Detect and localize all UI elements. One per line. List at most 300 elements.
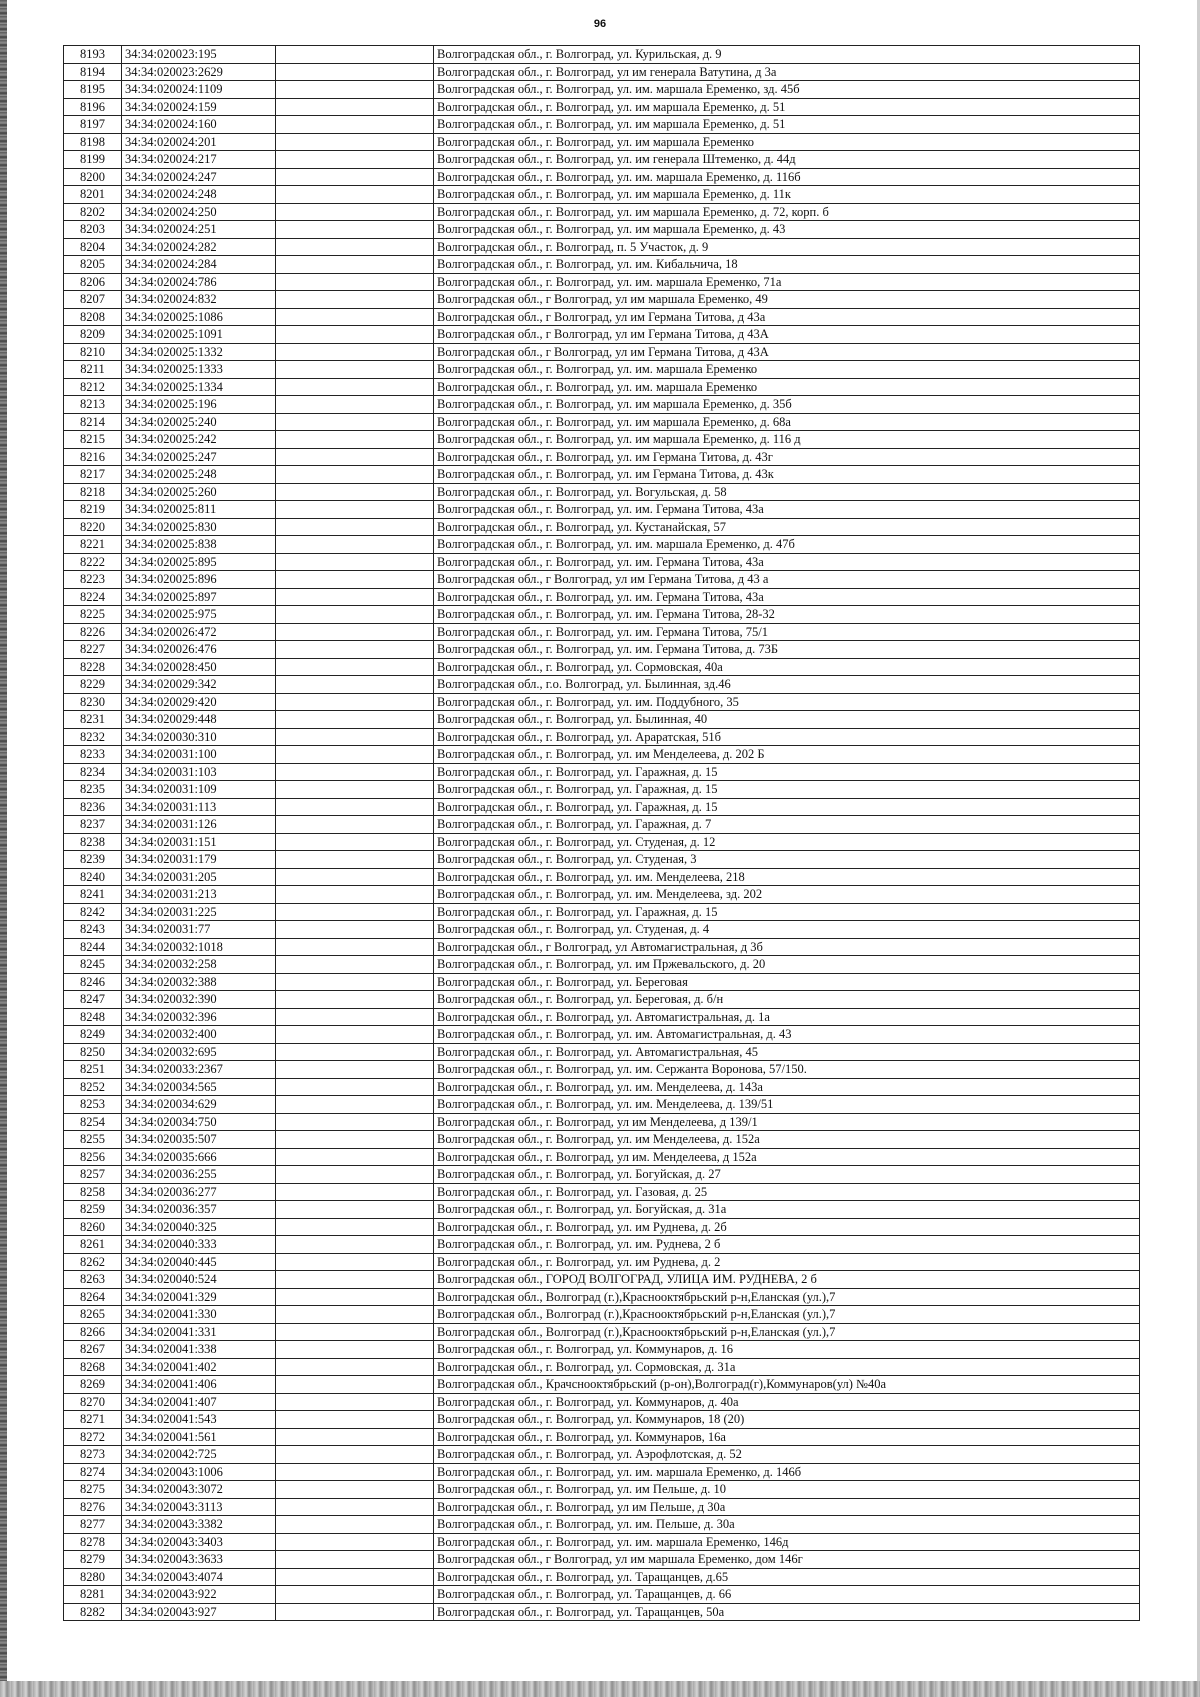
address-cell: Волгоградская обл., г. Волгоград, ул. Араратская, 51б xyxy=(434,728,1140,746)
cadastral-number-cell: 34:34:020032:396 xyxy=(122,1008,276,1026)
cadastral-number-cell: 34:34:020042:725 xyxy=(122,1446,276,1464)
cadastral-number-cell: 34:34:020025:242 xyxy=(122,431,276,449)
address-cell: Волгоградская обл., г. Волгоград, ул. Гаражная, д. 15 xyxy=(434,763,1140,781)
address-cell: Волгоградская обл., г. Волгоград, ул. Сормовская, д. 31а xyxy=(434,1358,1140,1376)
empty-cell xyxy=(276,816,434,834)
empty-cell xyxy=(276,413,434,431)
row-number-cell: 8269 xyxy=(64,1376,122,1394)
table-row xyxy=(64,1271,1140,1289)
address-cell: Волгоградская обл., г. Волгоград, ул. им. Германа Титова, 43а xyxy=(434,553,1140,571)
cadastral-number-cell: 34:34:020026:472 xyxy=(122,623,276,641)
row-number-cell: 8213 xyxy=(64,396,122,414)
empty-cell xyxy=(276,168,434,186)
address-cell: Волгоградская обл., г Волгоград, ул им Германа Титова, д 43 а xyxy=(434,571,1140,589)
empty-cell xyxy=(276,606,434,624)
empty-cell xyxy=(276,623,434,641)
address-cell: Волгоградская обл., г. Волгоград, ул. им. маршала Еременко, д. 47б xyxy=(434,536,1140,554)
row-number-cell: 8222 xyxy=(64,553,122,571)
address-cell: Волгоградская обл., г Волгоград, ул им Германа Титова, д 43а xyxy=(434,308,1140,326)
table-row xyxy=(64,221,1140,239)
cadastral-number-cell: 34:34:020041:331 xyxy=(122,1323,276,1341)
table-row xyxy=(64,921,1140,939)
empty-cell xyxy=(276,186,434,204)
table-row xyxy=(64,1341,1140,1359)
empty-cell xyxy=(276,1096,434,1114)
table-row xyxy=(64,571,1140,589)
row-number-cell: 8250 xyxy=(64,1043,122,1061)
cadastral-number-cell: 34:34:020024:159 xyxy=(122,98,276,116)
empty-cell xyxy=(276,956,434,974)
cadastral-number-cell: 34:34:020025:896 xyxy=(122,571,276,589)
row-number-cell: 8211 xyxy=(64,361,122,379)
empty-cell xyxy=(276,343,434,361)
cadastral-number-cell: 34:34:020024:201 xyxy=(122,133,276,151)
empty-cell xyxy=(276,1533,434,1551)
empty-cell xyxy=(276,378,434,396)
table-row xyxy=(64,991,1140,1009)
row-number-cell: 8237 xyxy=(64,816,122,834)
address-cell: Волгоградская обл., г Волгоград, ул им Германа Титова, д 43А xyxy=(434,343,1140,361)
empty-cell xyxy=(276,308,434,326)
cadastral-number-cell: 34:34:020028:450 xyxy=(122,658,276,676)
table-row xyxy=(64,763,1140,781)
empty-cell xyxy=(276,693,434,711)
empty-cell xyxy=(276,781,434,799)
empty-cell xyxy=(276,1061,434,1079)
row-number-cell: 8207 xyxy=(64,291,122,309)
cadastral-number-cell: 34:34:020024:832 xyxy=(122,291,276,309)
address-cell: Волгоградская обл., г. Волгоград, ул. им. Сержанта Воронова, 57/150. xyxy=(434,1061,1140,1079)
address-cell: Волгоградская обл., г. Волгоград, ул. Автомагистральная, 45 xyxy=(434,1043,1140,1061)
address-cell: Волгоградская обл., г. Волгоград, ул. Коммунаров, 18 (20) xyxy=(434,1411,1140,1429)
scan-edge-bottom xyxy=(0,1681,1200,1697)
table-row xyxy=(64,1026,1140,1044)
address-cell: Волгоградская обл., г. Волгоград, ул. им. Поддубного, 35 xyxy=(434,693,1140,711)
empty-cell xyxy=(276,431,434,449)
table-row xyxy=(64,833,1140,851)
cadastral-number-cell: 34:34:020034:750 xyxy=(122,1113,276,1131)
table-row xyxy=(64,1043,1140,1061)
address-cell: Волгоградская обл., г. Волгоград, ул. Газовая, д. 25 xyxy=(434,1183,1140,1201)
empty-cell xyxy=(276,291,434,309)
cadastral-number-cell: 34:34:020025:1333 xyxy=(122,361,276,379)
row-number-cell: 8195 xyxy=(64,81,122,99)
empty-cell xyxy=(276,501,434,519)
row-number-cell: 8273 xyxy=(64,1446,122,1464)
row-number-cell: 8235 xyxy=(64,781,122,799)
row-number-cell: 8220 xyxy=(64,518,122,536)
address-cell: Волгоградская обл., г. Волгоград, ул. им. Менделеева, 218 xyxy=(434,868,1140,886)
table-row xyxy=(64,1603,1140,1621)
empty-cell xyxy=(276,116,434,134)
table-row xyxy=(64,1183,1140,1201)
cadastral-number-cell: 34:34:020036:255 xyxy=(122,1166,276,1184)
address-cell: Волгоградская обл., г. Волгоград, ул. Гаражная, д. 15 xyxy=(434,798,1140,816)
row-number-cell: 8247 xyxy=(64,991,122,1009)
table-row xyxy=(64,886,1140,904)
empty-cell xyxy=(276,833,434,851)
cadastral-number-cell: 34:34:020031:113 xyxy=(122,798,276,816)
cadastral-number-cell: 34:34:020043:4074 xyxy=(122,1568,276,1586)
cadastral-number-cell: 34:34:020032:390 xyxy=(122,991,276,1009)
register-body xyxy=(64,46,1140,1621)
table-row xyxy=(64,326,1140,344)
empty-cell xyxy=(276,1236,434,1254)
address-cell: Волгоградская обл., г. Волгоград, ул. Студеная, 3 xyxy=(434,851,1140,869)
row-number-cell: 8281 xyxy=(64,1586,122,1604)
row-number-cell: 8260 xyxy=(64,1218,122,1236)
table-row xyxy=(64,1481,1140,1499)
row-number-cell: 8210 xyxy=(64,343,122,361)
row-number-cell: 8214 xyxy=(64,413,122,431)
address-cell: Волгоградская обл., г. Волгоград, ул. Автомагистральная, д. 1а xyxy=(434,1008,1140,1026)
row-number-cell: 8253 xyxy=(64,1096,122,1114)
row-number-cell: 8225 xyxy=(64,606,122,624)
row-number-cell: 8267 xyxy=(64,1341,122,1359)
table-row xyxy=(64,1148,1140,1166)
table-row xyxy=(64,1078,1140,1096)
cadastral-number-cell: 34:34:020032:258 xyxy=(122,956,276,974)
cadastral-number-cell: 34:34:020024:1109 xyxy=(122,81,276,99)
empty-cell xyxy=(276,728,434,746)
cadastral-number-cell: 34:34:020024:786 xyxy=(122,273,276,291)
row-number-cell: 8205 xyxy=(64,256,122,274)
address-cell: Волгоградская обл., г. Волгоград, ул им генерала Ватутина, д 3а xyxy=(434,63,1140,81)
empty-cell xyxy=(276,273,434,291)
row-number-cell: 8258 xyxy=(64,1183,122,1201)
address-cell: Волгоградская обл., г. Волгоград, ул. им. Германа Титова, д. 73Б xyxy=(434,641,1140,659)
cadastral-number-cell: 34:34:020041:543 xyxy=(122,1411,276,1429)
table-row xyxy=(64,1096,1140,1114)
table-row xyxy=(64,606,1140,624)
address-cell: Волгоградская обл., г.о. Волгоград, ул. Былинная, зд.46 xyxy=(434,676,1140,694)
table-row xyxy=(64,728,1140,746)
cadastral-number-cell: 34:34:020041:561 xyxy=(122,1428,276,1446)
address-cell: Волгоградская обл., г. Волгоград, ул. Студеная, д. 4 xyxy=(434,921,1140,939)
cadastral-number-cell: 34:34:020041:329 xyxy=(122,1288,276,1306)
table-row xyxy=(64,133,1140,151)
empty-cell xyxy=(276,238,434,256)
row-number-cell: 8272 xyxy=(64,1428,122,1446)
row-number-cell: 8241 xyxy=(64,886,122,904)
row-number-cell: 8262 xyxy=(64,1253,122,1271)
cadastral-number-cell: 34:34:020031:109 xyxy=(122,781,276,799)
row-number-cell: 8230 xyxy=(64,693,122,711)
empty-cell xyxy=(276,1183,434,1201)
empty-cell xyxy=(276,938,434,956)
empty-cell xyxy=(276,1078,434,1096)
cadastral-number-cell: 34:34:020024:250 xyxy=(122,203,276,221)
empty-cell xyxy=(276,1166,434,1184)
empty-cell xyxy=(276,886,434,904)
empty-cell xyxy=(276,851,434,869)
table-row xyxy=(64,1551,1140,1569)
empty-cell xyxy=(276,676,434,694)
table-row xyxy=(64,431,1140,449)
address-cell: Волгоградская обл., г. Волгоград, ул им. Менделеева, д 152а xyxy=(434,1148,1140,1166)
address-cell: Волгоградская обл., г. Волгоград, ул. им маршала Еременко, д. 51 xyxy=(434,116,1140,134)
row-number-cell: 8201 xyxy=(64,186,122,204)
empty-cell xyxy=(276,868,434,886)
address-cell: Волгоградская обл., г. Волгоград, ул. Былинная, 40 xyxy=(434,711,1140,729)
table-row xyxy=(64,1131,1140,1149)
table-row xyxy=(64,396,1140,414)
cadastral-number-cell: 34:34:020025:247 xyxy=(122,448,276,466)
row-number-cell: 8232 xyxy=(64,728,122,746)
empty-cell xyxy=(276,1026,434,1044)
empty-cell xyxy=(276,518,434,536)
table-row xyxy=(64,711,1140,729)
cadastral-number-cell: 34:34:020031:225 xyxy=(122,903,276,921)
address-cell: Волгоградская обл., г. Волгоград, ул. им. Германа Титова, 43а xyxy=(434,588,1140,606)
row-number-cell: 8223 xyxy=(64,571,122,589)
table-row xyxy=(64,81,1140,99)
table-row xyxy=(64,1306,1140,1324)
empty-cell xyxy=(276,151,434,169)
cadastral-number-cell: 34:34:020040:325 xyxy=(122,1218,276,1236)
cadastral-number-cell: 34:34:020043:3633 xyxy=(122,1551,276,1569)
cadastral-number-cell: 34:34:020029:420 xyxy=(122,693,276,711)
empty-cell xyxy=(276,1498,434,1516)
empty-cell xyxy=(276,1306,434,1324)
scan-edge-left xyxy=(0,0,7,1697)
empty-cell xyxy=(276,133,434,151)
cadastral-number-cell: 34:34:020032:388 xyxy=(122,973,276,991)
cadastral-number-cell: 34:34:020041:338 xyxy=(122,1341,276,1359)
table-row xyxy=(64,588,1140,606)
row-number-cell: 8280 xyxy=(64,1568,122,1586)
row-number-cell: 8202 xyxy=(64,203,122,221)
cadastral-number-cell: 34:34:020040:445 xyxy=(122,1253,276,1271)
empty-cell xyxy=(276,658,434,676)
empty-cell xyxy=(276,1393,434,1411)
table-row xyxy=(64,273,1140,291)
table-row xyxy=(64,1533,1140,1551)
empty-cell xyxy=(276,553,434,571)
row-number-cell: 8252 xyxy=(64,1078,122,1096)
empty-cell xyxy=(276,256,434,274)
cadastral-number-cell: 34:34:020043:3113 xyxy=(122,1498,276,1516)
cadastral-number-cell: 34:34:020032:400 xyxy=(122,1026,276,1044)
address-cell: Волгоградская обл., г. Волгоград, ул. им. маршала Еременко, 71а xyxy=(434,273,1140,291)
table-row xyxy=(64,1201,1140,1219)
row-number-cell: 8254 xyxy=(64,1113,122,1131)
cadastral-number-cell: 34:34:020040:524 xyxy=(122,1271,276,1289)
row-number-cell: 8246 xyxy=(64,973,122,991)
empty-cell xyxy=(276,63,434,81)
empty-cell xyxy=(276,221,434,239)
cadastral-number-cell: 34:34:020041:402 xyxy=(122,1358,276,1376)
empty-cell xyxy=(276,466,434,484)
cadastral-number-cell: 34:34:020041:330 xyxy=(122,1306,276,1324)
empty-cell xyxy=(276,1568,434,1586)
cadastral-number-cell: 34:34:020031:126 xyxy=(122,816,276,834)
row-number-cell: 8203 xyxy=(64,221,122,239)
empty-cell xyxy=(276,1516,434,1534)
row-number-cell: 8221 xyxy=(64,536,122,554)
table-row xyxy=(64,868,1140,886)
address-cell: Волгоградская обл., г. Волгоград, ул. им. Германа Титова, 75/1 xyxy=(434,623,1140,641)
row-number-cell: 8257 xyxy=(64,1166,122,1184)
address-cell: Волгоградская обл., г. Волгоград, ул. им маршала Еременко, д. 72, корп. б xyxy=(434,203,1140,221)
row-number-cell: 8242 xyxy=(64,903,122,921)
row-number-cell: 8279 xyxy=(64,1551,122,1569)
empty-cell xyxy=(276,588,434,606)
table-row xyxy=(64,973,1140,991)
row-number-cell: 8259 xyxy=(64,1201,122,1219)
table-row xyxy=(64,466,1140,484)
address-cell: Волгоградская обл., г. Волгоград, ул. Таращанцев, д.65 xyxy=(434,1568,1140,1586)
cadastral-number-cell: 34:34:020036:357 xyxy=(122,1201,276,1219)
table-row xyxy=(64,1516,1140,1534)
table-row xyxy=(64,798,1140,816)
address-cell: Волгоградская обл., г. Волгоград, ул. Вогульская, д. 58 xyxy=(434,483,1140,501)
address-cell: Волгоградская обл., г. Волгоград, ул. им. Менделеева, зд. 202 xyxy=(434,886,1140,904)
address-cell: Волгоградская обл., Волгоград (г.),Краснооктябрьский р-н,Еланская (ул.),7 xyxy=(434,1323,1140,1341)
cadastral-number-cell: 34:34:020025:811 xyxy=(122,501,276,519)
address-cell: Волгоградская обл., г. Волгоград, ул. им Пржевальского, д. 20 xyxy=(434,956,1140,974)
cadastral-number-cell: 34:34:020033:2367 xyxy=(122,1061,276,1079)
row-number-cell: 8217 xyxy=(64,466,122,484)
empty-cell xyxy=(276,1428,434,1446)
address-cell: Волгоградская обл., г. Волгоград, ул. им. маршала Еременко, 146д xyxy=(434,1533,1140,1551)
address-cell: Волгоградская обл., г. Волгоград, ул. им маршала Еременко, д. 11к xyxy=(434,186,1140,204)
table-row xyxy=(64,816,1140,834)
empty-cell xyxy=(276,98,434,116)
address-cell: Волгоградская обл., г. Волгоград, ул. Гаражная, д. 15 xyxy=(434,903,1140,921)
empty-cell xyxy=(276,1551,434,1569)
cadastral-number-cell: 34:34:020025:895 xyxy=(122,553,276,571)
row-number-cell: 8255 xyxy=(64,1131,122,1149)
page-number: 96 xyxy=(593,18,607,30)
cadastral-number-cell: 34:34:020031:77 xyxy=(122,921,276,939)
table-row xyxy=(64,308,1140,326)
table-row xyxy=(64,378,1140,396)
address-cell: Волгоградская обл., г. Волгоград, ул. Коммунаров, д. 40а xyxy=(434,1393,1140,1411)
row-number-cell: 8212 xyxy=(64,378,122,396)
cadastral-number-cell: 34:34:020036:277 xyxy=(122,1183,276,1201)
table-row xyxy=(64,1253,1140,1271)
address-cell: Волгоградская обл., г. Волгоград, ул. им. маршала Еременко, д. 116б xyxy=(434,168,1140,186)
cadastral-number-cell: 34:34:020041:406 xyxy=(122,1376,276,1394)
cadastral-number-cell: 34:34:020043:927 xyxy=(122,1603,276,1621)
cadastral-number-cell: 34:34:020024:251 xyxy=(122,221,276,239)
address-cell: Волгоградская обл., г. Волгоград, ул. им маршала Еременко, д. 116 д xyxy=(434,431,1140,449)
row-number-cell: 8215 xyxy=(64,431,122,449)
address-cell: Волгоградская обл., г. Волгоград, ул. им. Руднева, 2 б xyxy=(434,1236,1140,1254)
row-number-cell: 8275 xyxy=(64,1481,122,1499)
empty-cell xyxy=(276,746,434,764)
address-cell: Волгоградская обл., Волгоград (г.),Краснооктябрьский р-н,Еланская (ул.),7 xyxy=(434,1306,1140,1324)
table-row xyxy=(64,1236,1140,1254)
address-cell: Волгоградская обл., г. Волгоград, ул. им Руднева, д. 2б xyxy=(434,1218,1140,1236)
address-cell: Волгоградская обл., г. Волгоград, ул. им. маршала Еременко, зд. 45б xyxy=(434,81,1140,99)
address-cell: Волгоградская обл., г. Волгоград, ул. им. Менделеева, д. 143а xyxy=(434,1078,1140,1096)
empty-cell xyxy=(276,81,434,99)
cadastral-number-cell: 34:34:020043:922 xyxy=(122,1586,276,1604)
cadastral-number-cell: 34:34:020043:3382 xyxy=(122,1516,276,1534)
empty-cell xyxy=(276,448,434,466)
cadastral-number-cell: 34:34:020024:217 xyxy=(122,151,276,169)
empty-cell xyxy=(276,1131,434,1149)
table-row xyxy=(64,238,1140,256)
empty-cell xyxy=(276,991,434,1009)
row-number-cell: 8208 xyxy=(64,308,122,326)
empty-cell xyxy=(276,483,434,501)
row-number-cell: 8231 xyxy=(64,711,122,729)
table-row xyxy=(64,956,1140,974)
row-number-cell: 8265 xyxy=(64,1306,122,1324)
table-row xyxy=(64,1463,1140,1481)
table-row xyxy=(64,641,1140,659)
address-cell: Волгоградская обл., г. Волгоград, ул. им маршала Еременко, д. 68а xyxy=(434,413,1140,431)
cadastral-number-cell: 34:34:020025:196 xyxy=(122,396,276,414)
row-number-cell: 8261 xyxy=(64,1236,122,1254)
row-number-cell: 8263 xyxy=(64,1271,122,1289)
address-cell: Волгоградская обл., г. Волгоград, ул. Таращанцев, 50а xyxy=(434,1603,1140,1621)
table-row xyxy=(64,623,1140,641)
address-cell: Волгоградская обл., г. Волгоград, ул. им. Германа Титова, 43а xyxy=(434,501,1140,519)
empty-cell xyxy=(276,396,434,414)
table-row xyxy=(64,1586,1140,1604)
property-register-table xyxy=(63,45,1140,1621)
empty-cell xyxy=(276,203,434,221)
table-row xyxy=(64,361,1140,379)
address-cell: Волгоградская обл., г. Волгоград, ул. Гаражная, д. 15 xyxy=(434,781,1140,799)
empty-cell xyxy=(276,1113,434,1131)
address-cell: Волгоградская обл., г. Волгоград, ул. им Руднева, д. 2 xyxy=(434,1253,1140,1271)
empty-cell xyxy=(276,1043,434,1061)
table-row xyxy=(64,1218,1140,1236)
empty-cell xyxy=(276,903,434,921)
empty-cell xyxy=(276,1446,434,1464)
row-number-cell: 8197 xyxy=(64,116,122,134)
table-row xyxy=(64,1393,1140,1411)
table-row xyxy=(64,1113,1140,1131)
cadastral-number-cell: 34:34:020043:1006 xyxy=(122,1463,276,1481)
address-cell: Волгоградская обл., г. Волгоград, ул. Таращанцев, д. 66 xyxy=(434,1586,1140,1604)
row-number-cell: 8227 xyxy=(64,641,122,659)
table-row xyxy=(64,1358,1140,1376)
address-cell: Волгоградская обл., г. Волгоград, ул. им генерала Штеменко, д. 44д xyxy=(434,151,1140,169)
cadastral-number-cell: 34:34:020031:205 xyxy=(122,868,276,886)
cadastral-number-cell: 34:34:020031:103 xyxy=(122,763,276,781)
cadastral-number-cell: 34:34:020024:284 xyxy=(122,256,276,274)
empty-cell xyxy=(276,1008,434,1026)
table-row xyxy=(64,903,1140,921)
cadastral-number-cell: 34:34:020024:282 xyxy=(122,238,276,256)
address-cell: Волгоградская обл., Крачснооктябрьский (р-он),Волгоград(г),Коммунаров(ул) №40а xyxy=(434,1376,1140,1394)
empty-cell xyxy=(276,571,434,589)
table-row xyxy=(64,781,1140,799)
row-number-cell: 8194 xyxy=(64,63,122,81)
empty-cell xyxy=(276,641,434,659)
address-cell: Волгоградская обл., г. Волгоград, ул. им. Автомагистральная, д. 43 xyxy=(434,1026,1140,1044)
address-cell: Волгоградская обл., г. Волгоград, ул. Богуйская, д. 27 xyxy=(434,1166,1140,1184)
address-cell: Волгоградская обл., г. Волгоград, ул. им Менделеева, д. 152а xyxy=(434,1131,1140,1149)
cadastral-number-cell: 34:34:020040:333 xyxy=(122,1236,276,1254)
empty-cell xyxy=(276,1411,434,1429)
address-cell: Волгоградская обл., г. Волгоград, ул. им. Менделеева, д. 139/51 xyxy=(434,1096,1140,1114)
cadastral-number-cell: 34:34:020041:407 xyxy=(122,1393,276,1411)
table-row xyxy=(64,501,1140,519)
table-row xyxy=(64,536,1140,554)
cadastral-number-cell: 34:34:020032:695 xyxy=(122,1043,276,1061)
row-number-cell: 8264 xyxy=(64,1288,122,1306)
address-cell: Волгоградская обл., г. Волгоград, ул. им. маршала Еременко, д. 146б xyxy=(434,1463,1140,1481)
table-row xyxy=(64,1376,1140,1394)
empty-cell xyxy=(276,763,434,781)
